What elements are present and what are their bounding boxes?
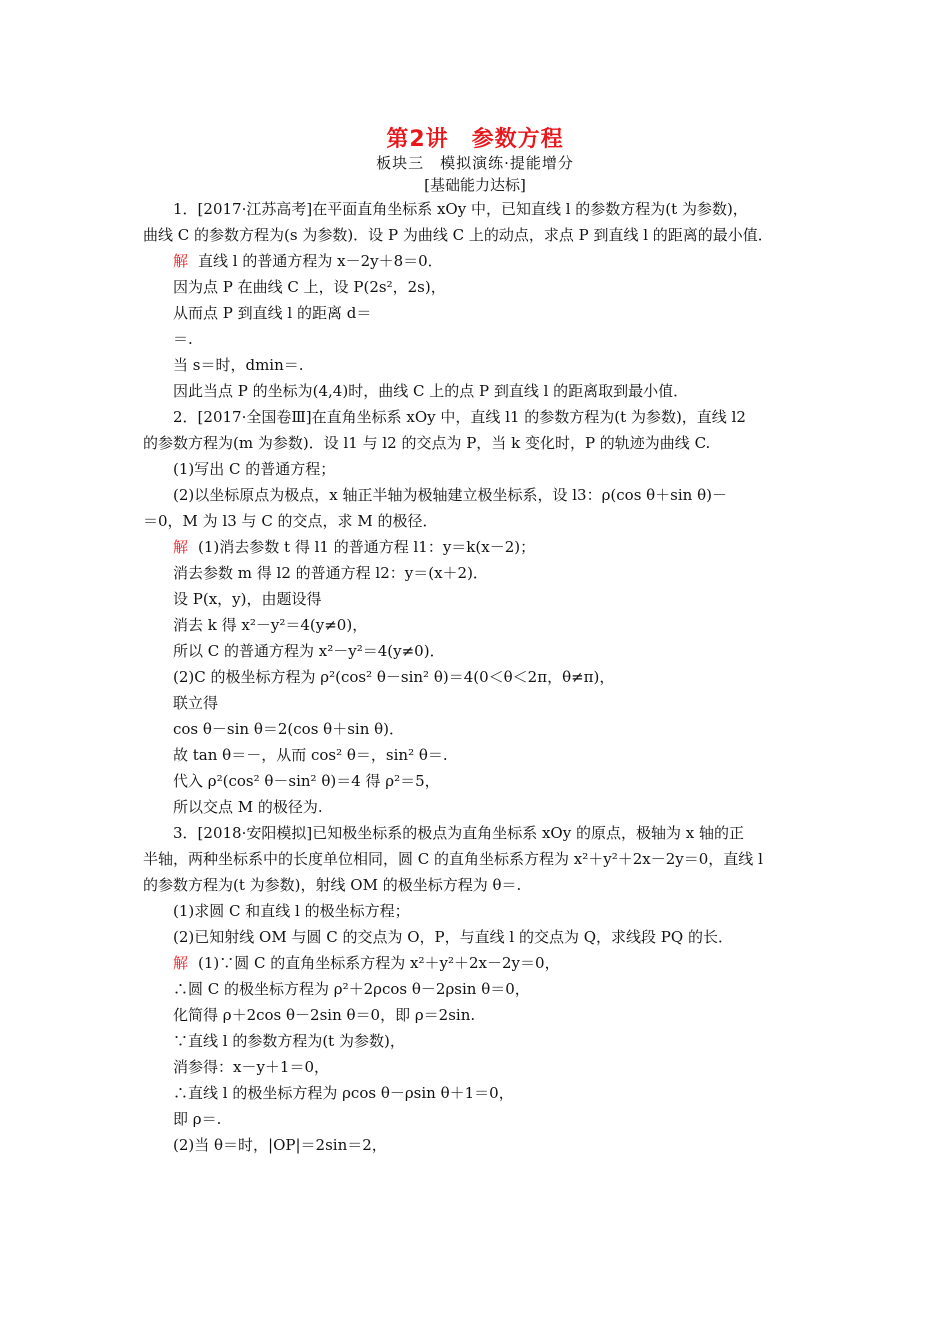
line-text: (1)求圆 C 和直线 l 的极坐标方程； (173, 902, 410, 920)
line-text: 消参得：x－y＋1＝0， (173, 1058, 330, 1076)
line-text: ＝0，M 为 l3 与 C 的交点，求 M 的极径． (143, 512, 438, 530)
text-line (143, 612, 813, 638)
line-text: cos θ－sin θ＝2(cos θ＋sin θ)． (173, 720, 405, 738)
line-text: (1)消去参数 t 得 l1 的普通方程 l1：y＝k(x－2)； (198, 538, 536, 556)
text-line (143, 1106, 813, 1132)
text-line (143, 508, 813, 534)
line-text: 化简得 ρ＋2cos θ－2sin θ＝0，即 ρ＝2sin. (173, 1006, 476, 1024)
text-line (143, 1002, 813, 1028)
line-text: 直线 l 的普通方程为 x－2y＋8＝0． (198, 252, 443, 270)
line-text: 即 ρ＝. (173, 1110, 222, 1128)
text-line (143, 976, 813, 1002)
text-line (143, 586, 813, 612)
text-line (143, 534, 813, 560)
line-text: 的参数方程为(m 为参数)．设 l1 与 l2 的交点为 P，当 k 变化时，P 的轨迹为曲线 C. (143, 434, 711, 452)
line-text: 3．[2018·安阳模拟]已知极坐标系的极点为直角坐标系 xOy 的原点，极轴为 x 轴的正 (173, 824, 744, 842)
line-text: 设 P(x，y)，由题设得 (173, 590, 322, 608)
line-text: 所以 C 的普通方程为 x²－y²＝4(y≠0)． (173, 642, 445, 660)
line-text: 的参数方程为(t 为参数)，射线 OM 的极坐标方程为 θ＝. (143, 876, 522, 894)
line-text: 1．[2017·江苏高考]在平面直角坐标系 xOy 中，已知直线 l 的参数方程为(t 为参数)， (173, 200, 748, 218)
line-text: 消去 k 得 x²－y²＝4(y≠0)， (173, 616, 368, 634)
line-text: ＝. (173, 330, 193, 348)
text-line (143, 404, 813, 430)
text-line (143, 1132, 813, 1158)
line-text: 曲线 C 的参数方程为(s 为参数)．设 P 为曲线 C 上的动点，求点 P 到直线 l 的距离的最小值． (143, 226, 773, 244)
line-text: ∵直线 l 的参数方程为(t 为参数)， (173, 1032, 405, 1050)
text-line (143, 794, 813, 820)
page-subtitle: 板块三 模拟演练·提能增分 (376, 154, 574, 172)
line-text: 所以交点 M 的极径为. (173, 798, 323, 816)
text-line (143, 248, 813, 274)
text-line (143, 352, 813, 378)
section-heading: [基础能力达标] (424, 176, 526, 194)
line-text: (2)C 的极坐标方程为 ρ²(cos² θ－sin² θ)＝4(0＜θ＜2π，θ≠π)， (173, 668, 615, 686)
text-line (143, 768, 813, 794)
text-line (143, 742, 813, 768)
line-text: ∴圆 C 的极坐标方程为 ρ²＋2ρcos θ－2ρsin θ＝0， (173, 980, 530, 998)
text-line (143, 716, 813, 742)
line-text: (2)以坐标原点为极点，x 轴正半轴为极轴建立极坐标系，设 l3：ρ(cos θ＋sin θ)－ (173, 486, 727, 504)
line-text: 半轴，两种坐标系中的长度单位相同，圆 C 的直角坐标系方程为 x²＋y²＋2x－2y＝0，直线 l (143, 850, 763, 868)
document-body (143, 196, 813, 1158)
text-line (143, 1054, 813, 1080)
text-line (143, 1028, 813, 1054)
solution-label: 解 (173, 954, 189, 972)
text-line (143, 872, 813, 898)
text-line (143, 274, 813, 300)
text-line (143, 664, 813, 690)
text-line (143, 1080, 813, 1106)
line-text: (2)当 θ＝时，|OP|＝2sin＝2， (173, 1136, 387, 1154)
text-line (143, 222, 813, 248)
line-text: (1)写出 C 的普通方程； (173, 460, 336, 478)
line-text: (1)∵圆 C 的直角坐标系方程为 x²＋y²＋2x－2y＝0， (198, 954, 560, 972)
text-line (143, 898, 813, 924)
text-line (143, 560, 813, 586)
solution-label: 解 (173, 538, 189, 556)
line-text: 消去参数 m 得 l2 的普通方程 l2：y＝(x＋2)． (173, 564, 488, 582)
text-line (143, 820, 813, 846)
line-text: 代入 ρ²(cos² θ－sin² θ)＝4 得 ρ²＝5， (173, 772, 440, 790)
line-text: 联立得 (173, 694, 219, 712)
text-line (143, 924, 813, 950)
line-text: 从而点 P 到直线 l 的距离 d＝ (173, 304, 372, 322)
line-text: 当 s＝时，dmin＝. (173, 356, 304, 374)
line-text: 故 tan θ＝－，从而 cos² θ＝，sin² θ＝. (173, 746, 448, 764)
text-line (143, 846, 813, 872)
line-text: (2)已知射线 OM 与圆 C 的交点为 O，P，与直线 l 的交点为 Q，求线段 PQ 的长． (173, 928, 733, 946)
text-line (143, 482, 813, 508)
text-line (143, 430, 813, 456)
text-line (143, 690, 813, 716)
text-line (143, 950, 813, 976)
text-line (143, 196, 813, 222)
text-line (143, 300, 813, 326)
text-line (143, 378, 813, 404)
line-text: ∴直线 l 的极坐标方程为 ρcos θ－ρsin θ＋1＝0， (173, 1084, 514, 1102)
text-line (143, 638, 813, 664)
line-text: 因为点 P 在曲线 C 上，设 P(2s²，2s)， (173, 278, 446, 296)
line-text: 2．[2017·全国卷Ⅲ]在直角坐标系 xOy 中，直线 l1 的参数方程为(t 为参数)，直线 l2 (173, 408, 746, 426)
line-text: 因此当点 P 的坐标为(4,4)时，曲线 C 上的点 P 到直线 l 的距离取到最小值． (173, 382, 689, 400)
page-title: 第2讲 参数方程 (386, 127, 564, 152)
text-line (143, 326, 813, 352)
text-line (143, 456, 813, 482)
solution-label: 解 (173, 252, 189, 270)
